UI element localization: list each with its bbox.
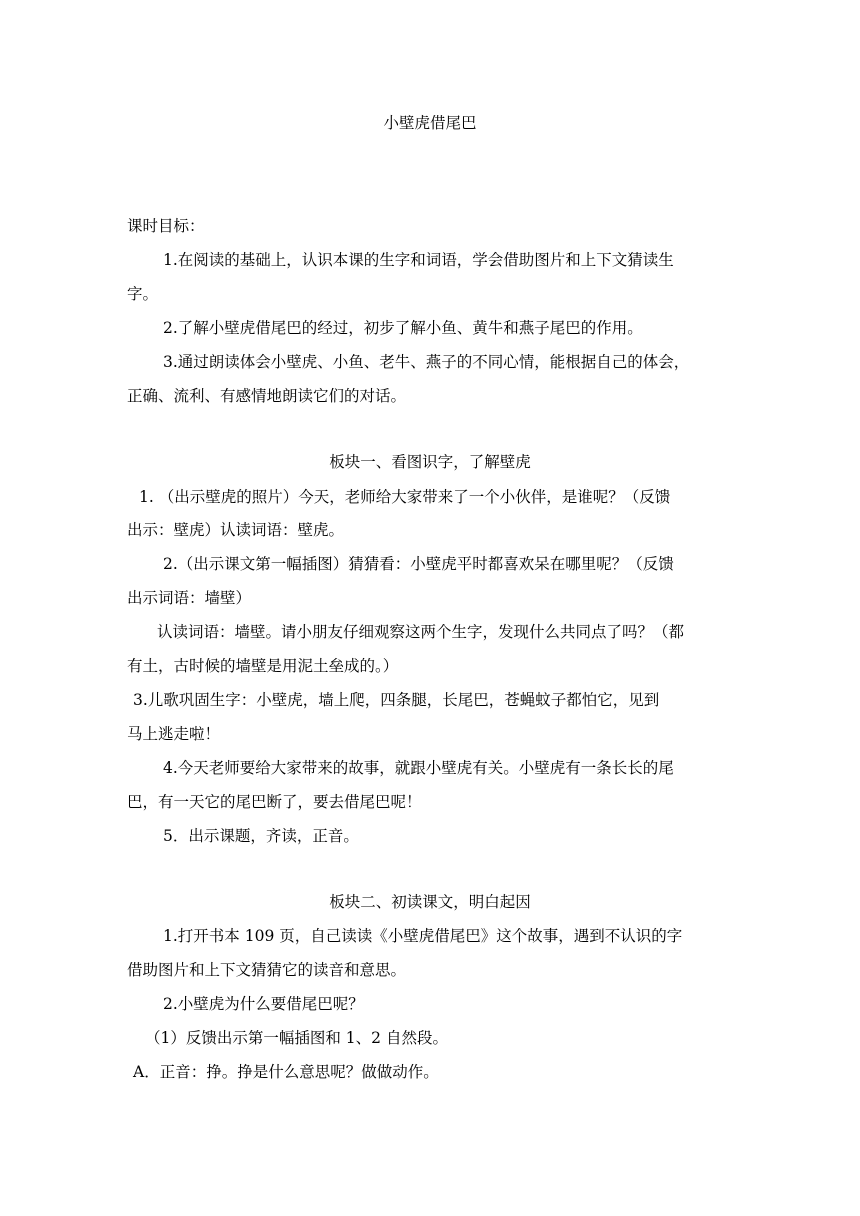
section1-line: 巴，有一天它的尾巴断了，要去借尾巴呢！ (127, 793, 422, 811)
section1-line: 有土，古时候的墙壁是用泥土垒成的。） (127, 657, 399, 675)
section2-line: （1）反馈出示第一幅插图和 1、2 自然段。 (145, 1029, 448, 1047)
objective-line: 字。 (127, 285, 159, 303)
section1-line: 5．出示课题，齐读，正音。 (163, 827, 359, 845)
objective-line: 正确、流利、有感情地朗读它们的对话。 (127, 387, 407, 405)
section1-line: 2.（出示课文第一幅插图）猜猜看：小壁虎平时都喜欢呆在哪里呢？（反馈 (163, 555, 674, 573)
section1-line: 1. （出示壁虎的照片）今天，老师给大家带来了一个小伙伴，是谁呢？（反馈 (139, 488, 671, 506)
section1-heading: 板块一、看图识字，了解壁虎 (329, 453, 531, 471)
section1-line: 4.今天老师要给大家带来的故事，就跟小壁虎有关。小壁虎有一条长长的尾 (163, 759, 674, 777)
objectives-heading: 课时目标： (127, 217, 205, 235)
section2-line: A．正音：挣。挣是什么意思呢？做做动作。 (133, 1063, 439, 1081)
section1-line: 3.儿歌巩固生字：小壁虎，墙上爬，四条腿，长尾巴，苍蝇蚊子都怕它，见到 (133, 691, 660, 709)
section2-line: 1.打开书本 109 页，自己读读《小壁虎借尾巴》这个故事，遇到不认识的字 (163, 927, 683, 945)
section2-line: 2.小壁虎为什么要借尾巴呢？ (163, 995, 364, 1013)
objective-line: 1.在阅读的基础上，认识本课的生字和词语，学会借助图片和上下文猜读生 (163, 251, 674, 269)
objective-line: 3.通过朗读体会小壁虎、小鱼、老牛、燕子的不同心情，能根据自己的体会， (163, 353, 690, 371)
objective-line: 2.了解小壁虎借尾巴的经过，初步了解小鱼、黄牛和燕子尾巴的作用。 (163, 319, 643, 337)
section1-line: 认读词语：墙壁。请小朋友仔细观察这两个生字，发现什么共同点了吗？（都 (157, 623, 685, 641)
section2-line: 借助图片和上下文猜猜它的读音和意思。 (127, 961, 407, 979)
section1-line: 马上逃走啦！ (127, 725, 221, 743)
section1-line: 出示词语：墙壁） (127, 589, 252, 607)
section2-heading: 板块二、初读课文，明白起因 (329, 893, 531, 911)
section1-line: 出示：壁虎）认读词语：壁虎。 (127, 521, 345, 539)
page-title: 小壁虎借尾巴 (383, 114, 477, 132)
